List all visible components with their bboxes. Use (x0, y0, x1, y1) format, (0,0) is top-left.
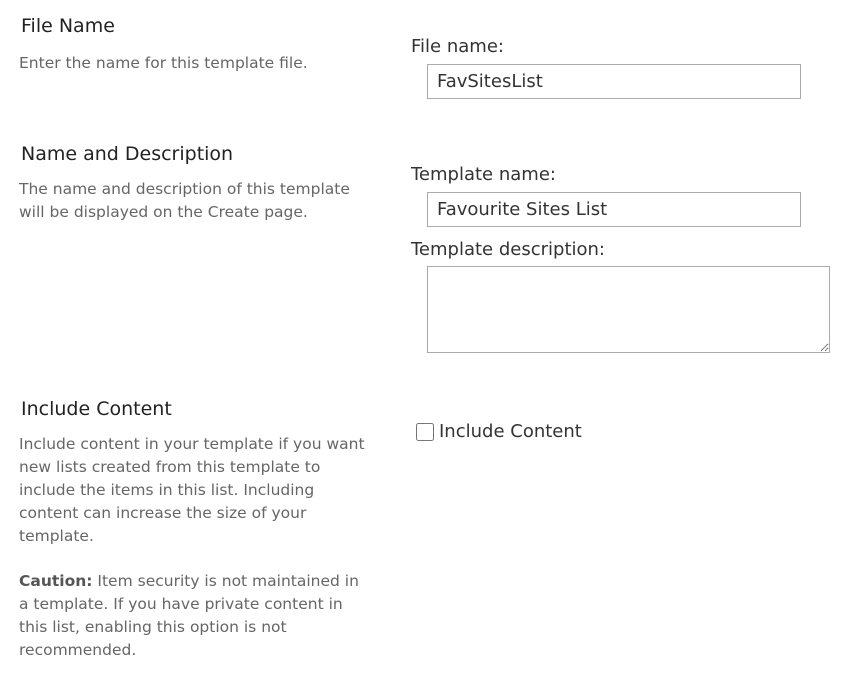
template-description-textarea[interactable] (427, 266, 830, 353)
include-content-checkbox[interactable] (416, 423, 434, 441)
caution-label: Caution: (19, 572, 93, 590)
file-name-section-title: File Name (21, 15, 115, 37)
include-content-description-text: Include content in your template if you want new lists created from this template to include the items in this list. Including content can increase the size of your template. (19, 435, 365, 545)
include-content-section-description (19, 433, 369, 662)
include-content-option[interactable] (416, 421, 582, 442)
file-name-label: File name: (411, 36, 504, 57)
template-description-label: Template description: (411, 239, 606, 260)
include-content-section-title: Include Content (21, 398, 172, 420)
file-name-description-text: Enter the name for this template file. (19, 54, 308, 72)
file-name-section-description (19, 52, 369, 75)
caution-note (19, 570, 369, 662)
template-name-input[interactable] (427, 192, 801, 227)
include-content-checkbox-label: Include Content (439, 421, 582, 442)
name-description-section-title: Name and Description (21, 143, 234, 165)
name-description-text: The name and description of this template will be displayed on the Create page. (19, 180, 350, 221)
file-name-input[interactable] (427, 64, 801, 99)
name-description-section-description (19, 178, 369, 224)
caution-text: Item security is not maintained in a template. If you have private content in this list, enabling this option is not recommended. (19, 572, 359, 659)
template-name-label: Template name: (411, 164, 556, 185)
